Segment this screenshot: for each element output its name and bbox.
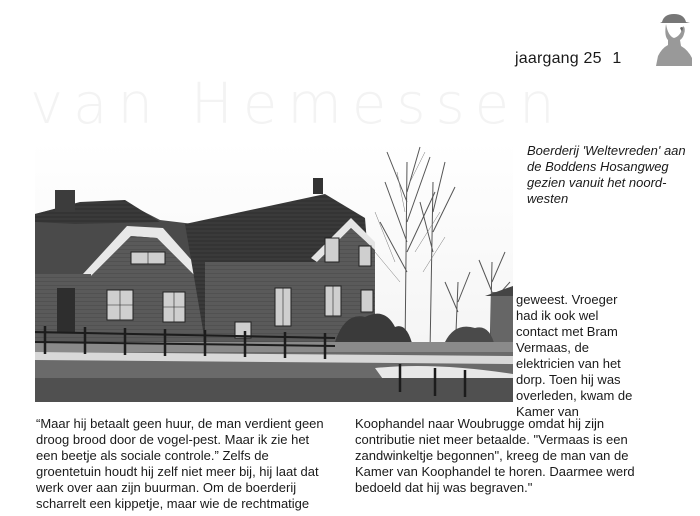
page-title: van Hemessen xyxy=(30,72,565,137)
text-line: contact met Bram xyxy=(516,324,618,339)
text-line: werk over aan zijn buurman. Om de boerderij xyxy=(36,480,297,495)
text-line: Kamer van Koophandel te horen. Daarmee werd xyxy=(355,464,635,479)
article-column-middle xyxy=(355,416,695,496)
text-line: dorp. Toen hij was xyxy=(516,372,621,387)
text-line: droog brood door de vogel-pest. Maar ik zie het xyxy=(36,432,310,447)
silhouette-head-icon xyxy=(654,8,694,68)
volume-label: jaargang 25 xyxy=(515,50,602,67)
article-column-right xyxy=(516,292,696,420)
issue-number: 1 xyxy=(612,50,622,67)
text-line: geweest. Vroeger xyxy=(516,292,618,307)
photo-caption: Boerderij 'Weltevreden' aan de Boddens Hosangweg gezien vanuit het noord-westen xyxy=(527,143,686,206)
text-line: had ik ook wel xyxy=(516,308,599,323)
text-line: Vermaas, de xyxy=(516,340,589,355)
text-line: zandwinkeltje begonnen", kreeg de man van de xyxy=(355,448,629,463)
text-line: scharrelt een kippetje, maar wie de rechtmatige xyxy=(36,496,310,511)
article-column-left xyxy=(36,416,356,512)
text-line: Koophandel naar Woubrugge omdat hij zijn xyxy=(355,416,605,431)
text-line: bedoeld dat hij was begraven." xyxy=(355,480,533,495)
text-line: Kamer van xyxy=(516,404,579,419)
farmhouse-photo xyxy=(35,142,513,402)
page-header xyxy=(515,50,621,68)
text-line: “Maar hij betaalt geen huur, de man verdient geen xyxy=(36,416,324,431)
text-line: overleden, kwam de xyxy=(516,388,633,403)
text-line: groentetuin houdt hij zelf niet meer bij, hij laat dat xyxy=(36,464,319,479)
text-line: contributie niet meer betaalde. "Vermaas is een xyxy=(355,432,628,447)
text-line: elektricien van het xyxy=(516,356,621,371)
text-line: een beetje als sociale controle.” Zelfs de xyxy=(36,448,269,463)
